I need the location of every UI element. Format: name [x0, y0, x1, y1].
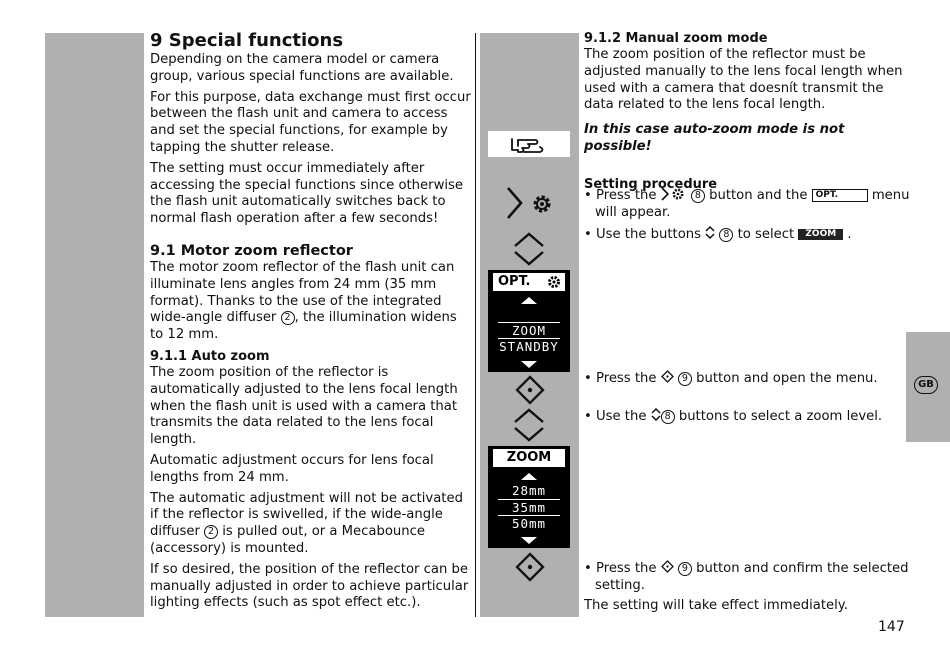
- lcd-menu-title: ZOOM: [493, 449, 565, 467]
- paragraph: The automatic adjustment will not be activated if the reflector is swivelled, if the wide-angle diffuser 2 is pulled out, or a Mecabounce (accessory) is mounted.: [150, 490, 463, 556]
- page-number: 147: [878, 619, 905, 635]
- language-tab: [906, 332, 950, 442]
- left-gray-margin: [45, 33, 144, 617]
- zoom-menu-chip: ZOOM: [798, 229, 843, 240]
- diamond-dot-icon: [661, 370, 674, 383]
- lcd-option-zoom: ZOOM: [498, 322, 560, 339]
- procedure-heading: Setting procedure: [584, 176, 718, 192]
- chevron-right-gear-icon: [500, 185, 560, 221]
- diamond-dot-icon: [661, 560, 674, 573]
- language-badge: GB: [914, 376, 938, 394]
- closing-text: The setting will take effect immediately.: [584, 598, 848, 613]
- callout-number: 2: [204, 525, 218, 539]
- subsubsection-heading: 9.1.1 Auto zoom: [150, 348, 270, 364]
- chevron-right-gear-icon: [661, 187, 687, 201]
- column-divider: [475, 33, 476, 617]
- callout-number: 2: [281, 311, 295, 325]
- step-item: • Press the 8 button and the OPT. menu will appear.: [584, 188, 910, 220]
- lcd-option-50mm: 50mm: [511, 516, 547, 531]
- callout-number: 8: [661, 410, 675, 424]
- paragraph: For this purpose, data exchange must first occur between the flash unit and camera to access and set the special functions, for example by tapping the shutter release.: [150, 89, 471, 155]
- paragraph: The zoom position of the reflector is automatically adjusted to the lens focal length when the flash unit is used with a camera that transmits the data related to the lens focal length.: [150, 364, 458, 448]
- step-item: • Press the 9 button and confirm the selected setting.: [584, 561, 909, 593]
- diamond-dot-icon: [515, 375, 545, 405]
- paragraph: If so desired, the position of the reflector can be manually adjusted in order to achieve particular lighting effects (such as spot effect etc.).: [150, 561, 469, 611]
- opt-menu-chip: OPT.: [812, 189, 868, 202]
- step-item: • Use the 8 buttons to select a zoom level.: [584, 409, 883, 424]
- lcd-zoom-menu: [488, 446, 570, 548]
- section-title: 9 Special functions: [150, 30, 344, 51]
- paragraph: Automatic adjustment occurs for lens focal lengths from 24 mm.: [150, 452, 434, 485]
- up-down-chevrons-icon: [651, 408, 661, 421]
- subsection-heading: 9.1 Motor zoom reflector: [150, 242, 353, 259]
- step-item: • Use the buttons 8 to select ZOOM .: [584, 227, 852, 242]
- paragraph: The zoom position of the reflector must be adjusted manually to the lens focal length when used with a camera that doesnít transmit the data related to the lens focal length.: [584, 47, 903, 113]
- gear-icon: [547, 275, 561, 289]
- callout-number: 9: [678, 372, 692, 386]
- right-column: [584, 30, 906, 193]
- lcd-menu-title: OPT.: [493, 273, 565, 291]
- up-down-chevrons-icon: [705, 226, 715, 239]
- lcd-option-35mm: 35mm: [498, 499, 560, 516]
- step-item: • Press the 9 button and open the menu.: [584, 371, 878, 386]
- up-down-chevrons-icon: [512, 232, 546, 266]
- callout-number: 9: [678, 562, 692, 576]
- left-column: [150, 30, 472, 616]
- paragraph: Depending on the camera model or camera group, various special functions are available.: [150, 52, 454, 84]
- diamond-dot-icon: [515, 552, 545, 582]
- paragraph: The setting must occur immediately after accessing the special functions since otherwise the flash unit automatically switches back to normal flash operation after a few seconds!: [150, 160, 464, 227]
- lcd-options-menu: [488, 270, 570, 372]
- note: In this case auto-zoom mode is not possible!: [584, 122, 845, 154]
- paragraph: The motor zoom reflector of the flash unit can illuminate lens angles from 24 mm (35 mm format). Thanks to the use of the integrated wide-angle diffuser 2 , the illumination widens to 12 mm.: [150, 259, 457, 343]
- callout-number: 8: [691, 189, 705, 203]
- lcd-option-standby: STANDBY: [499, 339, 559, 354]
- lcd-option-28mm: 28mm: [511, 483, 547, 498]
- pointing-hand-icon: [488, 131, 570, 157]
- up-down-chevrons-icon: [512, 408, 546, 442]
- subsubsection-heading: 9.1.2 Manual zoom mode: [584, 31, 768, 46]
- callout-number: 8: [719, 228, 733, 242]
